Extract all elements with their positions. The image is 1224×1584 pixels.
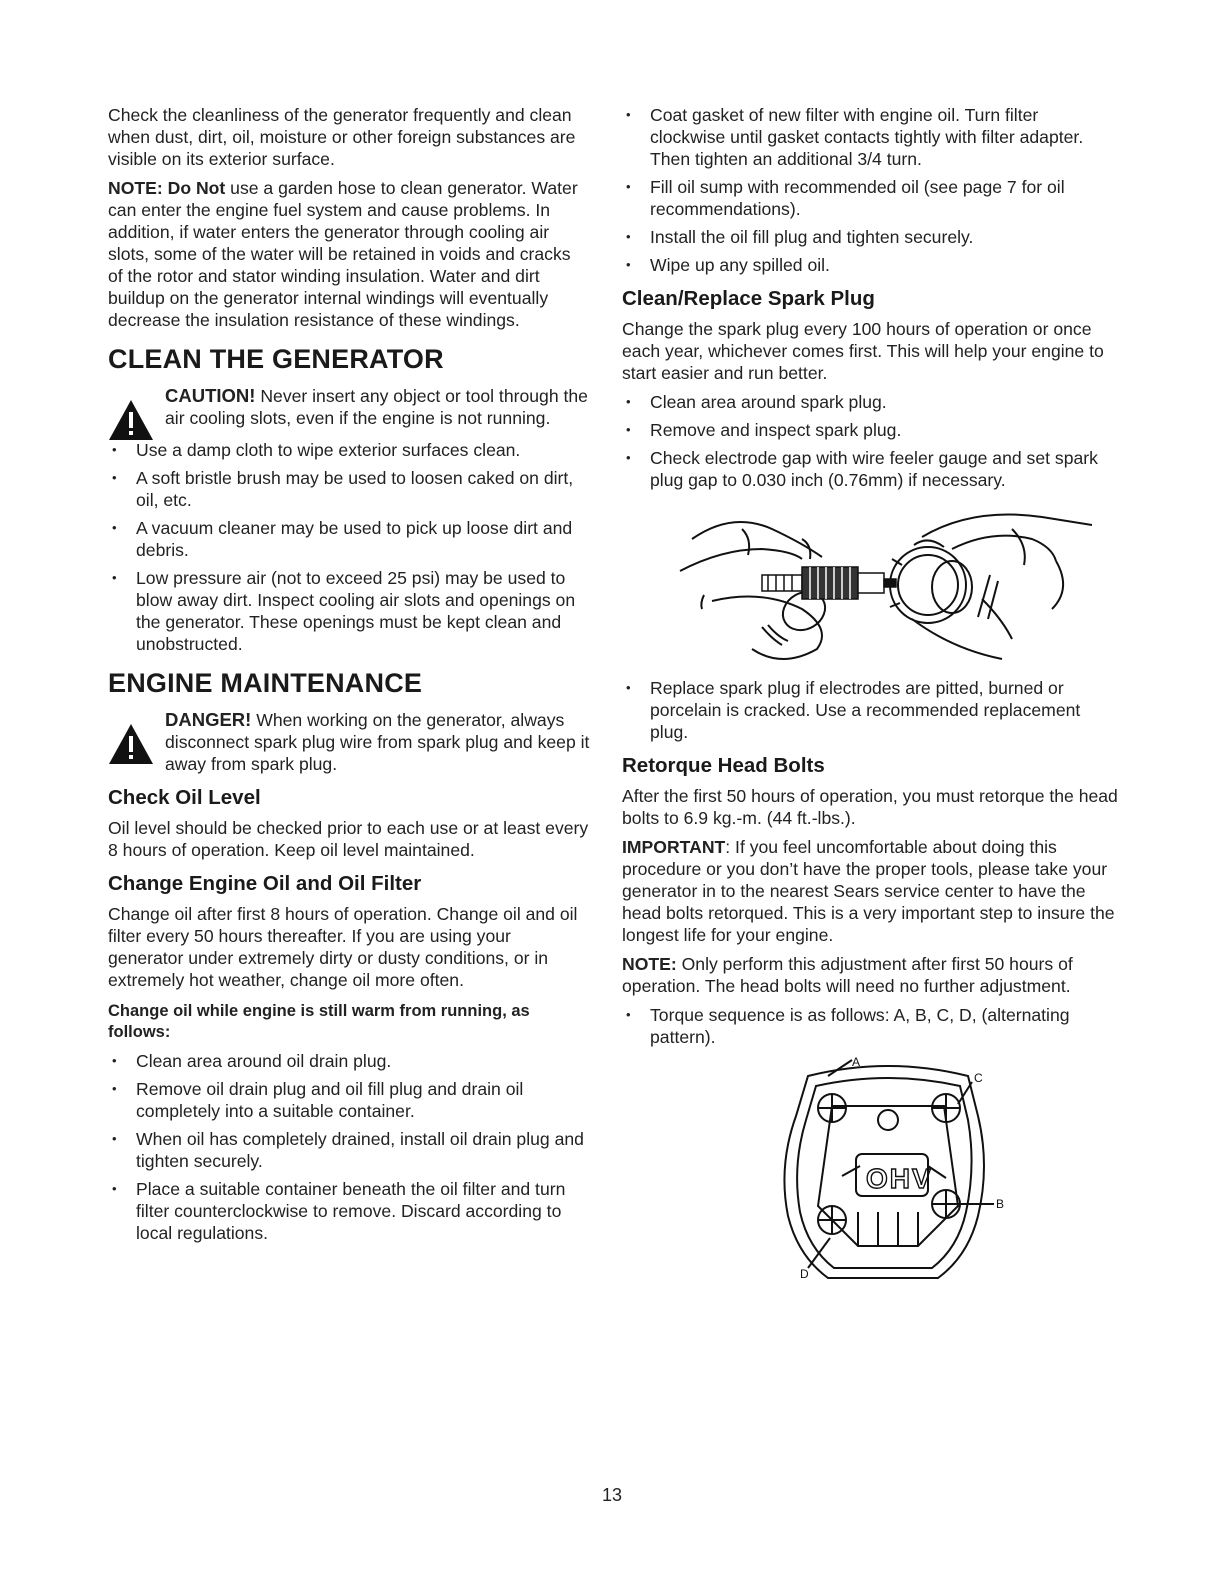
danger-text: When working on the generator, always disconnect spark plug wire from spark plug and keep it away from spark plug. xyxy=(165,710,590,774)
left-column xyxy=(108,104,590,1250)
clean-generator-heading: CLEAN THE GENERATOR xyxy=(108,344,444,374)
list-item: • Place a suitable container beneath the oil filter and turn filter counterclockwise to remove. Discard according to local regulations. xyxy=(108,1178,590,1244)
list-item: • Remove and inspect spark plug. xyxy=(622,419,1118,441)
change-oil-bullet-list xyxy=(108,1050,590,1244)
change-oil-paragraph: Change oil after first 8 hours of operation. Change oil and oil filter every 50 hours thereafter. If you are using your generator under extremely dirty or dusty conditions, or in extremely hot weather, change oil more often. xyxy=(108,904,578,990)
danger-block xyxy=(108,709,590,775)
change-oil-subheading: Change oil while engine is still warm from running, as follows: xyxy=(108,1002,530,1041)
caution-text: Never insert any object or tool through the air cooling slots, even if the engine is not running. xyxy=(165,386,588,428)
caution-block xyxy=(108,385,590,429)
head-bolt-diagram-illustration xyxy=(768,1056,1008,1288)
list-item: • Wipe up any spilled oil. xyxy=(622,254,1118,276)
spark-plug-paragraph: Change the spark plug every 100 hours of operation or once each year, whichever comes first. This will help your engine to start easier and run better. xyxy=(622,319,1104,383)
change-oil-heading: Change Engine Oil and Oil Filter xyxy=(108,872,422,895)
warning-triangle-icon xyxy=(108,399,154,441)
note-paragraph xyxy=(108,177,590,331)
note2-text: Only perform this adjustment after first 50 hours of operation. The head bolts will need no further adjustment. xyxy=(622,954,1073,996)
bolt-label-b: B xyxy=(996,1197,1005,1211)
caution-label: CAUTION! xyxy=(165,385,256,406)
note-label: NOTE: Do Not xyxy=(108,178,226,198)
note-text: use a garden hose to clean generator. Water can enter the engine fuel system and cause problems. In addition, if water enters the generator through cooling air slots, some of the water will be retained in voids and cracks of the rotor and stator winding insulation. Water and dirt buildup on the generator internal windings will eventually decrease the insulation resistance of these windings. xyxy=(108,178,578,330)
list-item: • A vacuum cleaner may be used to pick up loose dirt and debris. xyxy=(108,517,590,561)
list-item: • Install the oil fill plug and tighten securely. xyxy=(622,226,1118,248)
list-item: • Coat gasket of new filter with engine oil. Turn filter clockwise until gasket contacts tightly with filter adapter. Then tighten an additional 3/4 turn. xyxy=(622,104,1118,170)
list-item: • Low pressure air (not to exceed 25 psi) may be used to blow away dirt. Inspect cooling air slots and openings on the generator. These openings must be kept clean and unobstructed. xyxy=(108,567,590,655)
warning-triangle-icon xyxy=(108,723,154,765)
list-item: • Clean area around oil drain plug. xyxy=(108,1050,590,1072)
list-item: • Check electrode gap with wire feeler gauge and set spark plug gap to 0.030 inch (0.76mm) if necessary. xyxy=(622,447,1118,491)
danger-label: DANGER! xyxy=(165,709,252,730)
list-item: • Use a damp cloth to wipe exterior surfaces clean. xyxy=(108,439,590,461)
right-column xyxy=(622,104,1118,1296)
note2-paragraph xyxy=(622,953,1118,997)
list-item: • Fill oil sump with recommended oil (see page 7 for oil recommendations). xyxy=(622,176,1118,220)
check-oil-level-heading: Check Oil Level xyxy=(108,786,261,809)
bolt-label-d: D xyxy=(800,1267,809,1281)
important-label: IMPORTANT xyxy=(622,837,726,857)
bolt-label-c: C xyxy=(974,1071,983,1085)
page-number: 13 xyxy=(601,1485,623,1505)
engine-maintenance-heading: ENGINE MAINTENANCE xyxy=(108,668,423,698)
ohv-text: OHV xyxy=(866,1163,933,1194)
filter-bullet-list xyxy=(622,104,1118,276)
clean-bullet-list xyxy=(108,439,590,655)
bolt-label-a: A xyxy=(852,1056,861,1069)
important-text: : If you feel uncomfortable about doing this procedure or you don’t have the proper tools, please take your generator in to the nearest Sears service center to have the head bolts retorqued. This is a very important step to insure the longest life for your engine. xyxy=(622,837,1115,945)
oil-level-paragraph: Oil level should be checked prior to each use or at least every 8 hours of operation. Keep oil level maintained. xyxy=(108,818,589,860)
list-item: • Replace spark plug if electrodes are pitted, burned or porcelain is cracked. Use a recommended replacement plug. xyxy=(622,677,1118,743)
retorque-paragraph: After the first 50 hours of operation, you must retorque the head bolts to 6.9 kg.-m. (44 ft.-lbs.). xyxy=(622,786,1118,828)
list-item: • Clean area around spark plug. xyxy=(622,391,1118,413)
torque-bullet-list xyxy=(622,1004,1118,1048)
list-item: • Remove oil drain plug and oil fill plug and drain oil completely into a suitable container. xyxy=(108,1078,590,1122)
list-item: • When oil has completely drained, install oil drain plug and tighten securely. xyxy=(108,1128,590,1172)
list-item: • A soft bristle brush may be used to loosen caked on dirt, oil, etc. xyxy=(108,467,590,511)
spark-plug-gauge-illustration xyxy=(652,499,1092,669)
important-paragraph xyxy=(622,836,1118,946)
retorque-heading: Retorque Head Bolts xyxy=(622,754,825,777)
intro-paragraph: Check the cleanliness of the generator frequently and clean when dust, dirt, oil, moisture or other foreign substances are visible on its exterior surface. xyxy=(108,105,576,169)
spark-replace-bullet-list xyxy=(622,677,1118,743)
note2-label: NOTE: xyxy=(622,954,677,974)
spark-plug-heading: Clean/Replace Spark Plug xyxy=(622,287,875,310)
list-item: • Torque sequence is as follows: A, B, C, D, (alternating pattern). xyxy=(622,1004,1118,1048)
spark-bullet-list xyxy=(622,391,1118,491)
